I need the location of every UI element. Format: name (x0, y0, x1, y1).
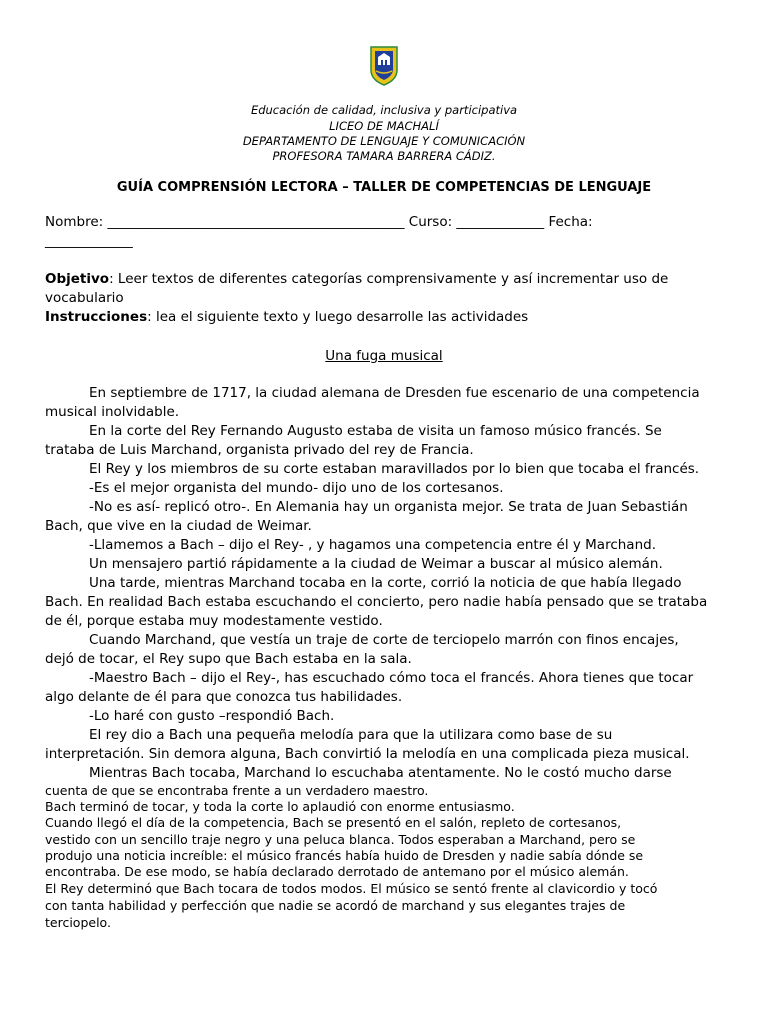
header-teacher: PROFESORA TAMARA BARRERA CÁDIZ. (272, 149, 496, 163)
story-line: terciopelo. (45, 915, 111, 930)
objective-line-2: vocabulario (45, 290, 124, 306)
story-line: musical inolvidable. (45, 404, 180, 420)
story-line: -Es el mejor organista del mundo- dijo uno de los cortesanos. (89, 480, 504, 496)
header-department: DEPARTAMENTO DE LENGUAJE Y COMUNICACIÓN (242, 134, 526, 148)
story-line: El Rey determinó que Bach tocara de todos modos. El músico se sentó frente al clavicordio y tocó (45, 881, 658, 896)
story-line: Bach, que vive en la ciudad de Weimar. (45, 518, 312, 534)
header-school: LICEO DE MACHALÍ (329, 119, 439, 133)
story-line: cuenta de que se encontraba frente a un verdadero maestro. (45, 783, 429, 798)
story-line: En septiembre de 1717, la ciudad alemana de Dresden fue escenario de una competencia (89, 385, 700, 401)
objective-label: Objetivo (45, 271, 110, 287)
story-line: Mientras Bach tocaba, Marchand lo escuchaba atentamente. No le costó mucho darse (89, 765, 672, 781)
instructions-label: Instrucciones (45, 309, 148, 325)
story-line: de él, porque estaba muy modestamente vestido. (45, 613, 383, 629)
story-line: interpretación. Sin demora alguna, Bach convirtió la melodía en una complicada pieza musical. (45, 746, 690, 762)
story-line: El rey dio a Bach una pequeña melodía para que la utilizara como base de su (89, 727, 613, 743)
story-line: -Maestro Bach – dijo el Rey-, has escuchado cómo toca el francés. Ahora tienes que tocar (89, 670, 694, 686)
story-line: con tanta habilidad y perfección que nadie se acordó de marchand y sus elegantes trajes de (45, 898, 626, 913)
instructions-text: : lea el siguiente texto y luego desarrolle las actividades (147, 309, 529, 325)
story-line: Cuando Marchand, que vestía un traje de corte de terciopelo marrón con finos encajes, (89, 632, 679, 648)
header-motto: Educación de calidad, inclusiva y participativa (250, 103, 518, 117)
form-line-date-blank: _____________ (45, 233, 133, 249)
story-line: -Lo haré con gusto –respondió Bach. (89, 708, 335, 724)
story-line: -No es así- replicó otro-. En Alemania hay un organista mejor. Se trata de Juan Sebastián (89, 499, 688, 515)
story-line: Bach. En realidad Bach estaba escuchando el concierto, pero nadie había pensado que se trataba (45, 594, 708, 610)
story-line: El Rey y los miembros de su corte estaban maravillados por lo bien que tocaba el francés. (89, 461, 700, 477)
school-crest-icon (370, 46, 398, 86)
story-line: -Llamemos a Bach – dijo el Rey- , y hagamos una competencia entre él y Marchand. (89, 537, 656, 553)
story-line: produjo una noticia increíble: el músico francés había huido de Dresden y nadie sabía dónde se (45, 848, 644, 863)
story-line: Cuando llegó el día de la competencia, Bach se presentó en el salón, repleto de cortesanos, (45, 815, 622, 830)
objective-line-1 (45, 271, 668, 287)
story-line: Bach terminó de tocar, y toda la corte lo aplaudió con enorme entusiasmo. (45, 799, 515, 814)
document-title: GUÍA COMPRENSIÓN LECTORA – TALLER DE COMPETENCIAS DE LENGUAJE (116, 180, 652, 195)
form-line-name-course-date: Nombre: ____________________________________________ Curso: _____________ Fecha: (45, 214, 593, 230)
story-line: encontraba. De ese modo, se había declarado derrotado de antemano por el músico alemán. (45, 864, 629, 879)
story-line: En la corte del Rey Fernando Augusto estaba de visita un famoso músico francés. Se (89, 423, 662, 439)
story-line: Un mensajero partió rápidamente a la ciudad de Weimar a buscar al músico alemán. (89, 556, 663, 572)
instructions-line (45, 309, 528, 325)
story-line: vestido con un sencillo traje negro y una peluca blanca. Todos esperaban a Marchand, pero se (45, 832, 636, 847)
story-line: dejó de tocar, el Rey supo que Bach estaba en la sala. (45, 651, 412, 667)
story-line: Una tarde, mientras Marchand tocaba en la corte, corrió la noticia de que había llegado (89, 575, 682, 591)
story-title: Una fuga musical (325, 348, 443, 364)
story-line: algo delante de él para que conozca tus habilidades. (45, 689, 403, 705)
story-line: trataba de Luis Marchand, organista privado del rey de Francia. (45, 442, 474, 458)
objective-text: : Leer textos de diferentes categorías comprensivamente y así incrementar uso de (109, 271, 669, 287)
